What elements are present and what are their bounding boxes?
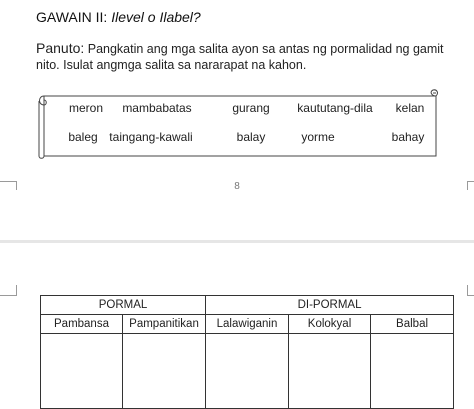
table-group-header-row xyxy=(41,296,454,315)
title-question: Ilevel o Ilabel? xyxy=(111,9,201,25)
word-item: yorme xyxy=(301,130,335,144)
word-item: kelan xyxy=(395,101,425,115)
word-item: baleg xyxy=(68,130,98,144)
word-item: balay xyxy=(236,130,266,144)
word-item: taingang-kawali xyxy=(109,130,193,144)
answer-cell[interactable] xyxy=(123,334,206,409)
column-header: Pambansa xyxy=(41,315,123,334)
table-column-header-row xyxy=(41,315,454,334)
column-header: Kolokyal xyxy=(289,315,371,334)
column-header: Pampanitikan xyxy=(123,315,206,334)
instructions-label: Panuto: xyxy=(36,40,85,56)
column-header: Balbal xyxy=(371,315,454,334)
word-item: mambabatas xyxy=(122,101,192,115)
page-separator xyxy=(0,240,474,243)
crop-mark xyxy=(0,285,17,296)
crop-mark xyxy=(467,285,474,296)
instructions-text: Pangkatin ang mga salita ayon sa antas ng pormalidad ng gamit nito. Isulat angmga salita sa nararapat na kahon. xyxy=(36,42,444,72)
scroll-banner-icon xyxy=(38,89,440,159)
answer-cell[interactable] xyxy=(41,334,123,409)
page-number: 8 xyxy=(234,181,240,192)
word-item: meron xyxy=(68,101,104,115)
column-header: Lalawiganin xyxy=(206,315,289,334)
answer-cell[interactable] xyxy=(289,334,371,409)
word-item: bahay xyxy=(391,130,425,144)
group-header-di-pormal: DI-PORMAL xyxy=(206,296,454,315)
classification-table xyxy=(40,295,454,409)
answer-cell[interactable] xyxy=(371,334,454,409)
word-item: kaututang-dila xyxy=(297,101,373,115)
title-prefix: GAWAIN II: xyxy=(36,9,112,25)
instructions xyxy=(36,40,466,73)
activity-title xyxy=(36,9,201,25)
word-item: gurang xyxy=(232,101,270,115)
group-header-pormal: PORMAL xyxy=(41,296,206,315)
word-bank-scroll xyxy=(38,89,440,159)
answer-cell[interactable] xyxy=(206,334,289,409)
table-answer-row xyxy=(41,334,454,409)
